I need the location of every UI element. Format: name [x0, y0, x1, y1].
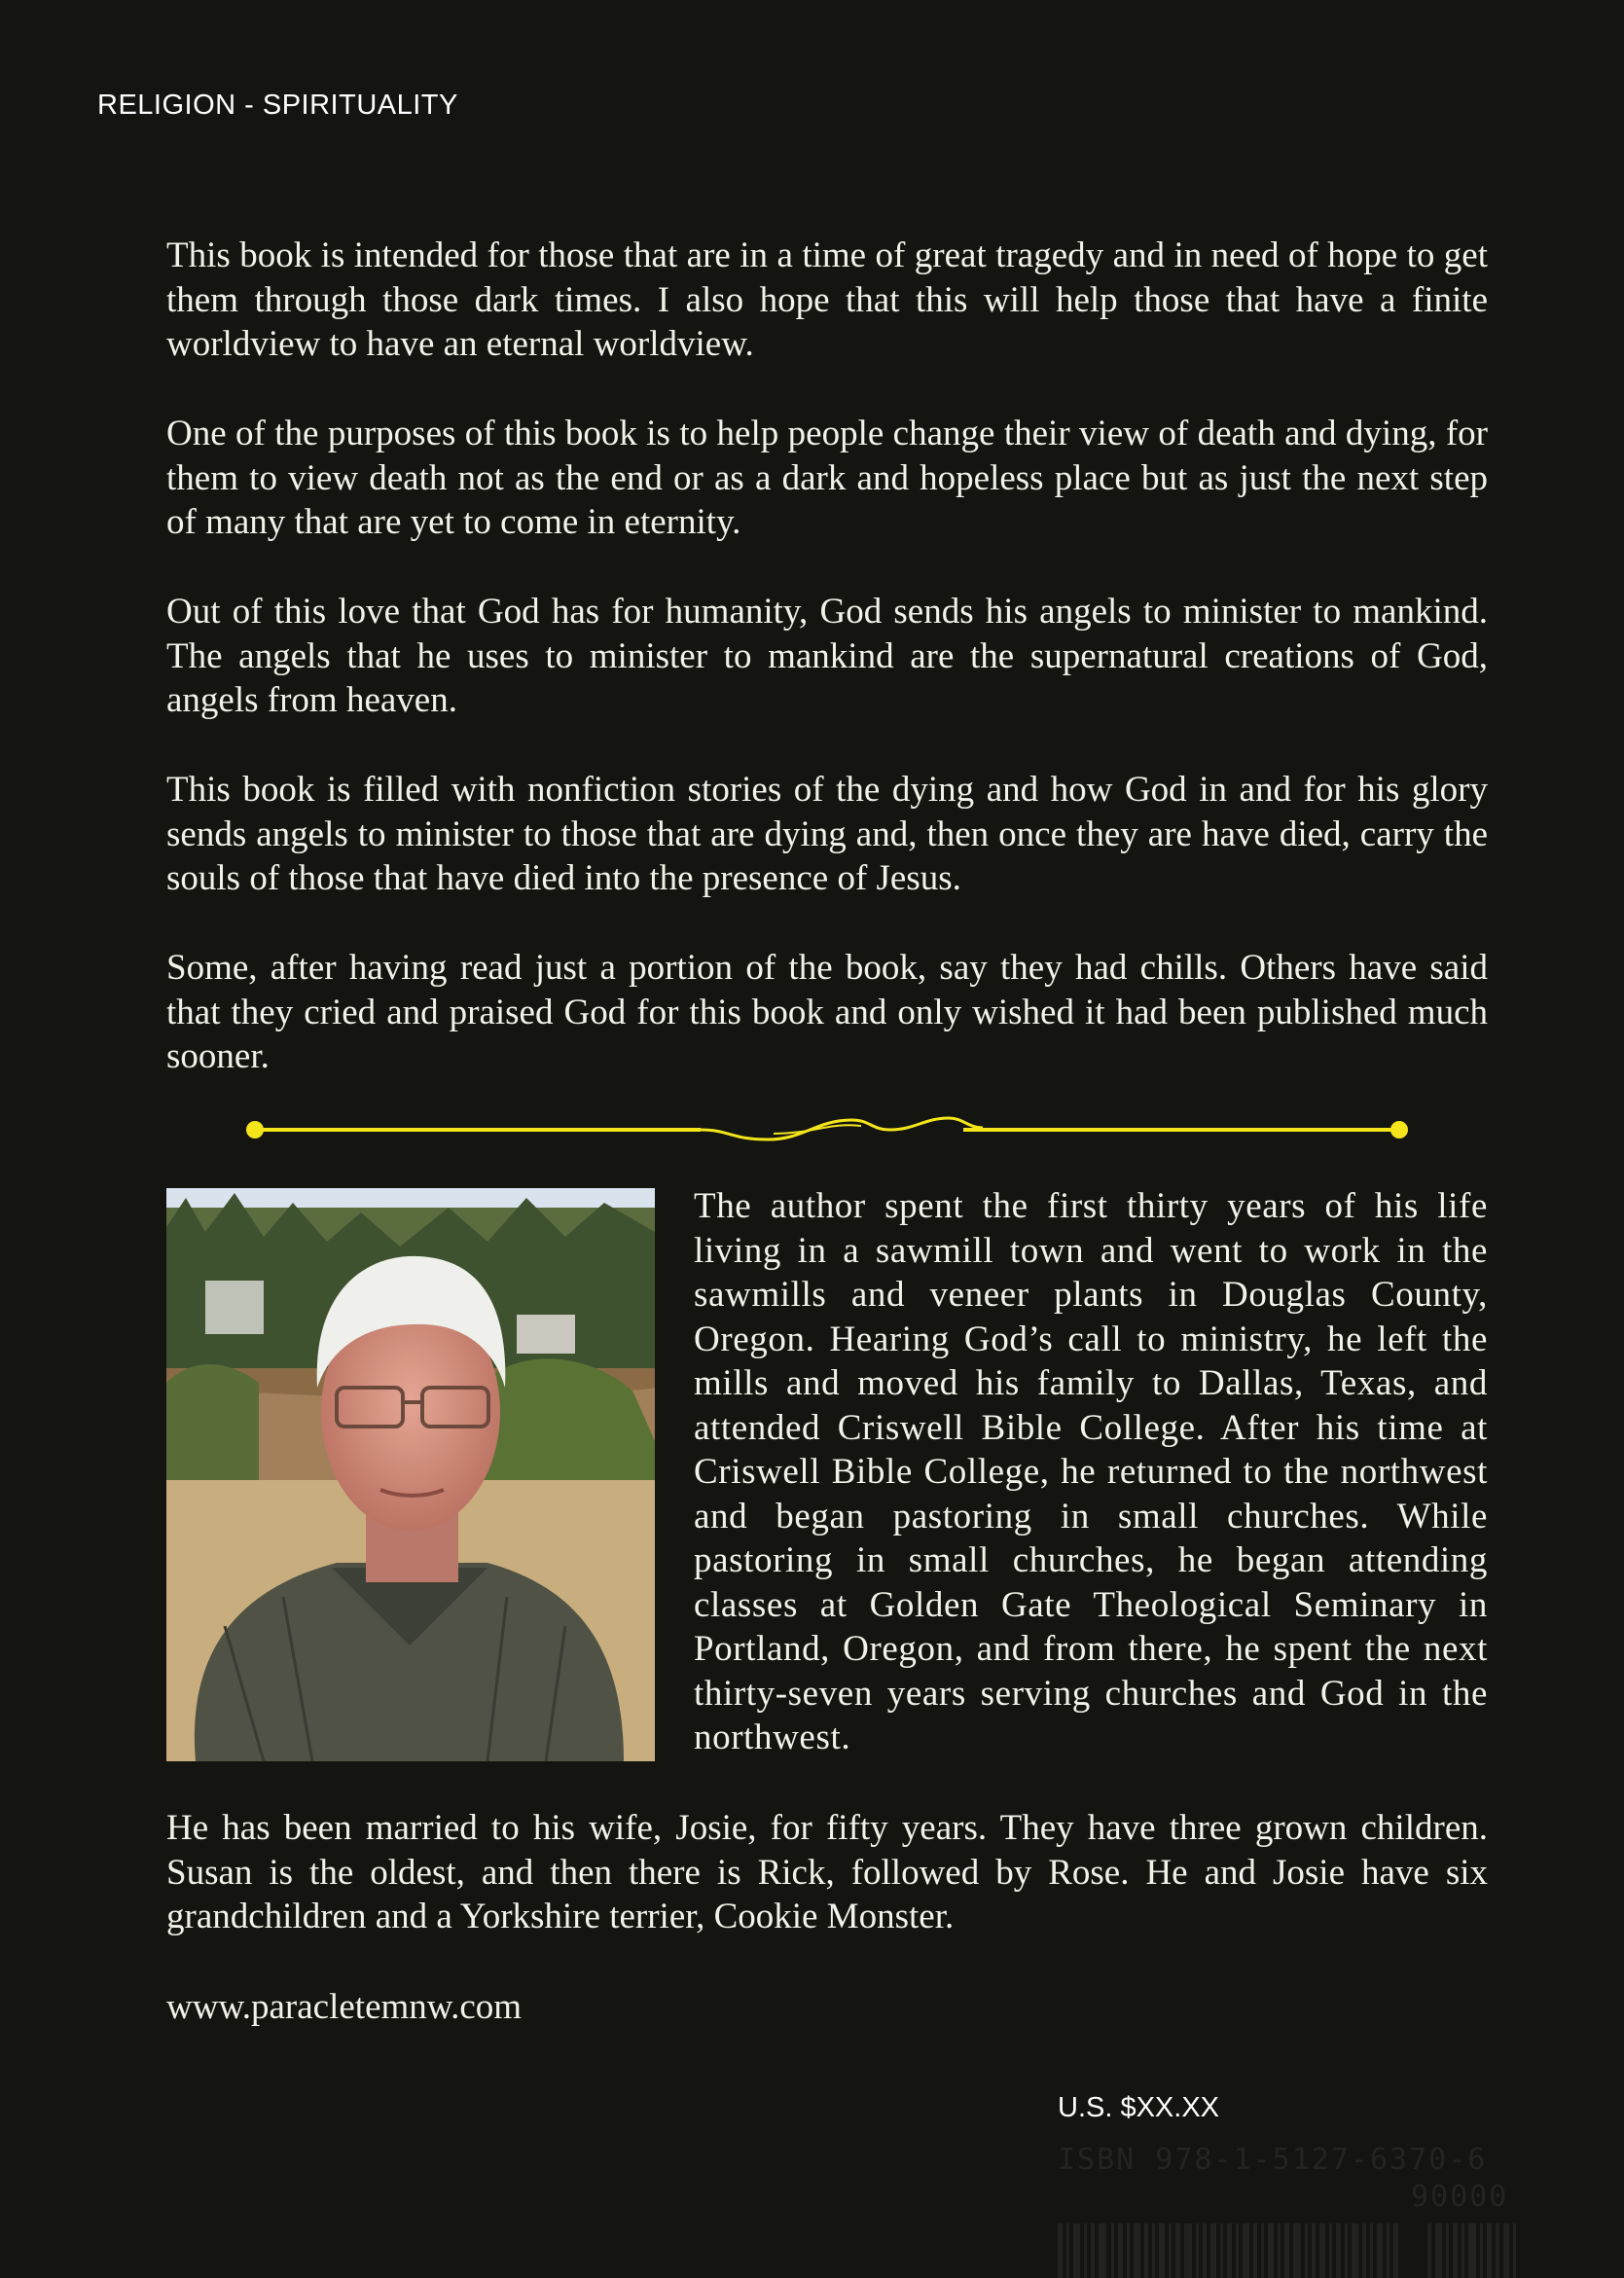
- author-bio: The author spent the first thirty years of his life living in a sawmill town and went to work in the sawmills and veneer plants in Douglas County, Oregon. Hearing God’s call to ministry, he left the mills and moved his family to Dallas, Texas, and attended Criswell Bible College. After his time at Criswell Bible College, he returned to the northwest and began pastoring in small churches. While pastoring in small churches, he began attending classes at Golden Gate Theological Seminary in Portland, Oregon, and from there, he spent the next thirty-seven years serving churches and God in the northwest.: [694, 1186, 1488, 1757]
- price-label: U.S. $XX.XX: [1058, 2092, 1220, 2123]
- author-photo: [166, 1188, 655, 1761]
- isbn-label: ISBN 978-1-5127-6370-6: [1058, 2143, 1488, 2177]
- author-family: He has been married to his wife, Josie, for fifty years. They have three grown children. Susan is the oldest, and then there is Rick, followed by Rose. He and Josie have six grandchildren and a Yorkshire terrier, Cookie Monster.: [166, 1808, 1488, 1936]
- author-website[interactable]: www.paracletemnw.com: [166, 1987, 523, 2027]
- blurb-paragraph: This book is filled with nonfiction stories of the dying and how God in and for his glory sends angels to minister to those that are dying and, then once they are have died, carry the souls of those that have died into the presence of Jesus.: [166, 770, 1488, 898]
- category-label: RELIGION - SPIRITUALITY: [97, 90, 458, 121]
- blurb-paragraph: Out of this love that God has for humanity, God sends his angels to minister to mankind. The angels that he uses to minister to mankind are the supernatural creations of God, angels from heaven.: [166, 592, 1488, 720]
- blurb-paragraph: Some, after having read just a portion of the book, say they had chills. Others have said that they cried and praised God for this book and only wished it had been published much sooner.: [166, 948, 1488, 1076]
- barcode-icon: [1058, 2224, 1544, 2278]
- blurb-paragraph: This book is intended for those that are in a time of great tragedy and in need of hope to get them through those dark times. I also hope that this will help those that have a finite worldview to have an eternal worldview.: [166, 235, 1488, 364]
- blurb-paragraph: One of the purposes of this book is to help people change their view of death and dying, for them to view death not as the end or as a dark and hopeless place but as just the next step of many that are yet to come in eternity.: [166, 414, 1488, 542]
- price-code: 90000: [1411, 2180, 1509, 2214]
- ornamental-divider: [243, 1104, 1411, 1153]
